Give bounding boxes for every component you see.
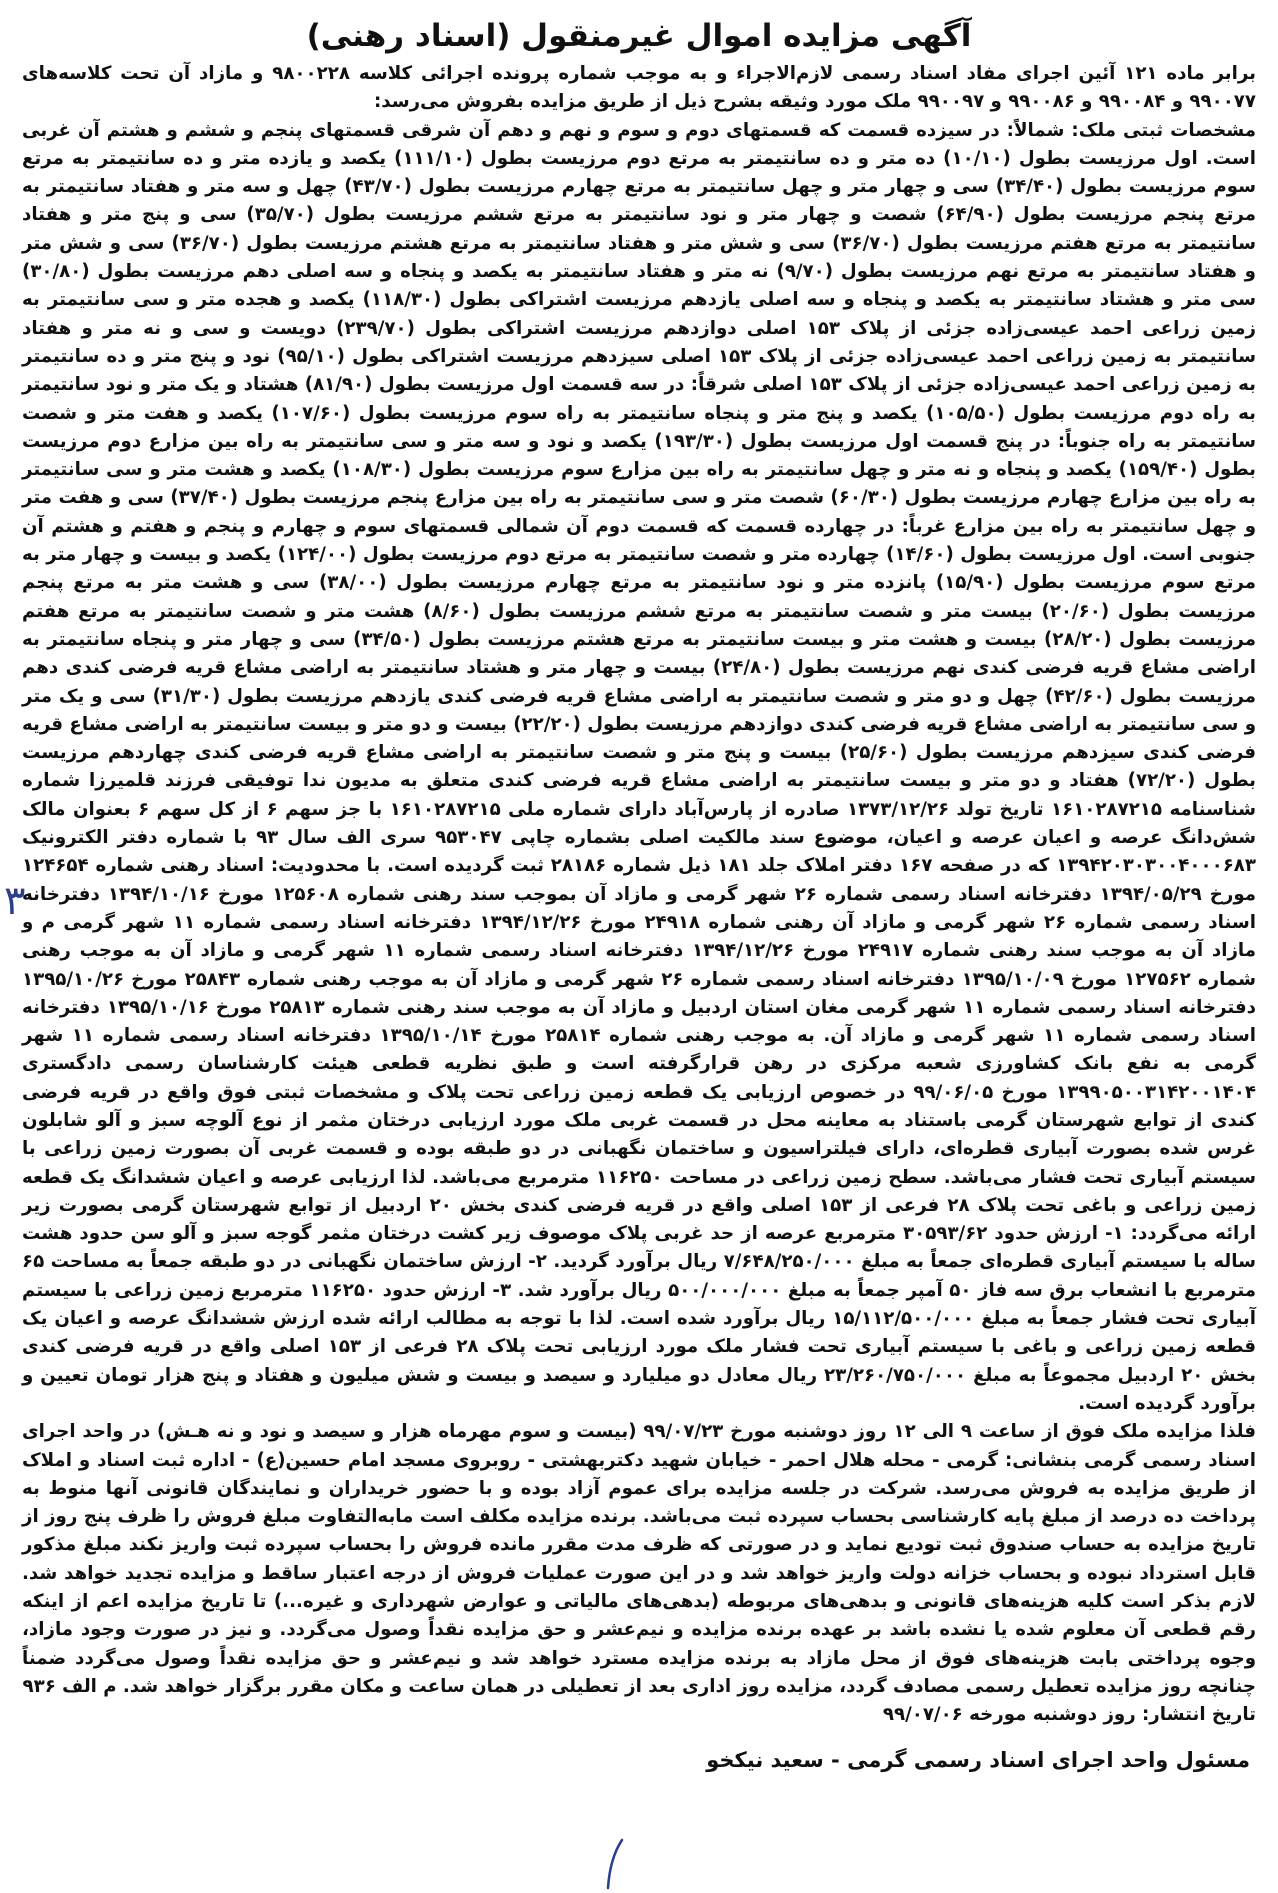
pen-stroke-icon bbox=[600, 1838, 630, 1890]
intro-paragraph: برابر ماده ۱۲۱ آئین اجرای مفاد اسناد رسمی لازم‌الاجراء و به موجب شماره پرونده اجرائی کلاسه ۹۸۰۰۲۲۸ و مازاد آن تحت کلاسه‌های ۹۹۰۰۷۷ و ۹۹۰۰۸۴ و ۹۹۰۰۸۶ و ۹۹۰۰۹۷ ملک مورد وثیقه بشرح ذیل از طریق مزایده بفروش می‌رسد: bbox=[22, 63, 1256, 113]
property-specs-paragraph: مشخصات ثبتی ملک: شمالاً: در سیزده قسمت که قسمتهای دوم و سوم و نهم و دهم آن شرقی قسمتهای پنجم و ششم و هشتم آن غربی است. اول مرزیست بطول (۱۰/۱۰) ده متر و ده سانتیمتر به مرتع دوم مرزیست بطول (۱۱۱/۱۰) یکصد و یازده متر و ده سانتیمتر به مرتع سوم مرزیست بطول (۳۴/۴۰) سی و چهار متر و چهل سانتیمتر به مرتع چهارم مرزیست بطول (۴۳/۷۰) چهل و سه متر و هفتاد سانتیمتر به مرتع پنجم مرزیست بطول (۶۴/۹۰) شصت و چهار متر و نود سانتیمتر به مرتع ششم مرزیست بطول (۳۵/۷۰) سی و پنج متر و هفتاد سانتیمتر به مرتع هفتم مرزیست بطول (۳۶/۷۰) سی و شش متر و هفتاد سانتیمتر به مرتع هشتم مرزیست بطول (۳۶/۷۰) سی و شش متر و هفتاد سانتیمتر به مرتع نهم مرزیست بطول (۹/۷۰) نه متر و هفتاد سانتیمتر به یکصد و پنجاه و سه اصلی دهم مرزیست بطول (۳۰/۸۰) سی متر و هشتاد سانتیمتر به یکصد و پنجاه و سه اصلی یازدهم مرزیست اشتراکی بطول (۱۱۸/۳۰) یکصد و هجده متر و سی سانتیمتر به زمین زراعی احمد عیسی‌زاده جزئی از پلاک ۱۵۳ اصلی دوازدهم مرزیست اشتراکی بطول (۲۳۹/۷۰) دویست و سی و نه متر و هفتاد سانتیمتر به زمین زراعی احمد عیسی‌زاده جزئی از پلاک ۱۵۳ اصلی سیزدهم مرزیست اشتراکی بطول (۹۵/۱۰) نود و پنج متر و ده سانتیمتر به زمین زراعی احمد عیسی‌زاده جزئی از پلاک ۱۵۳ اصلی شرقاً: در سه قسمت اول مرزیست بطول (۸۱/۹۰) هشتاد و یک متر و نود سانتیمتر به راه دوم مرزیست بطول (۱۰۵/۵۰) یکصد و پنج متر و پنجاه سانتیمتر به راه سوم مرزیست بطول (۱۰۷/۶۰) یکصد و هفت متر و شصت سانتیمتر به راه جنوباً: در پنج قسمت اول مرزیست بطول (۱۹۳/۳۰) یکصد و نود و سه متر و سی سانتیمتر به راه بین مزارع دوم مرزیست بطول (۱۵۹/۴۰) یکصد و پنجاه و نه متر و چهل سانتیمتر به راه بین مزارع سوم مرزیست بطول (۱۰۸/۳۰) یکصد و هشت متر و سی سانتیمتر به راه بین مزارع چهارم مرزیست بطول (۶۰/۳۰) شصت متر و سی سانتیمتر به راه بین مزارع پنجم مرزیست بطول (۳۷/۴۰) سی و هفت متر و چهل سانتیمتر به راه بین مزارع غرباً: در چهارده قسمت که قسمت دوم آن شمالی قسمتهای سوم و چهارم و پنجم و هفتم و هشتم آن جنوبی است. اول مرزیست بطول (۱۴/۶۰) چهارده متر و شصت سانتیمتر به مرتع دوم مرزیست بطول (۱۲۴/۰۰) یکصد و بیست و چهار متر به مرتع سوم مرزیست بطول (۱۵/۹۰) پانزده متر و نود سانتیمتر به مرتع چهارم مرزیست بطول (۳۸/۰۰) سی و هشت متر به مرتع پنجم مرزیست بطول (۲۰/۶۰) بیست متر و شصت سانتیمتر به مرتع ششم مرزیست بطول (۸/۶۰) هشت متر و شصت سانتیمتر به مرتع هفتم مرزیست بطول (۲۸/۲۰) بیست و هشت متر و بیست سانتیمتر به مرتع هشتم مرزیست بطول (۳۴/۵۰) سی و چهار متر و پنجاه سانتیمتر به اراضی مشاع قریه فرضی کندی نهم مرزیست بطول (۲۴/۸۰) بیست و چهار متر و هشتاد سانتیمتر به اراضی مشاع قریه فرضی کندی دهم مرزیست بطول (۴۲/۶۰) چهل و دو متر و شصت سانتیمتر به اراضی مشاع قریه فرضی کندی یازدهم مرزیست بطول (۳۱/۳۰) سی و یک متر و سی سانتیمتر به اراضی مشاع قریه فرضی کندی دوازدهم مرزیست بطول (۲۲/۲۰) بیست و دو متر و بیست سانتیمتر به اراضی مشاع قریه فرضی کندی سیزدهم مرزیست بطول (۲۵/۶۰) بیست و پنج متر و شصت سانتیمتر به اراضی مشاع قریه فرضی کندی چهاردهم مرزیست بطول (۷۲/۲۰) هفتاد و دو متر و بیست سانتیمتر به اراضی مشاع قریه فرضی کندی متعلق به مدیون ندا توفیقی فرزند قلمیرزا شماره شناسنامه ۱۶۱۰۲۸۷۲۱۵ تاریخ تولد ۱۳۷۳/۱۲/۲۶ صادره از پارس‌آباد دارای شماره ملی ۱۶۱۰۲۸۷۲۱۵ با جز سهم ۶ از کل سهم ۶ بعنوان مالک شش‌دانگ عرصه و اعیان عرصه و اعیان، موضوع سند مالکیت اصلی بشماره چاپی ۹۵۳۰۴۷ سری الف سال ۹۳ با شماره دفتر الکترونیک ۱۳۹۴۲۰۳۰۳۰۰۴۰۰۰۶۸۳ که در صفحه ۱۶۷ دفتر املاک جلد ۱۸۱ ذیل شماره ۲۸۱۸۶ ثبت گردیده است. با محدودیت: اسناد رهنی شماره ۱۲۴۶۵۴ مورخ ۱۳۹۴/۰۵/۲۹ دفترخانه اسناد رسمی شماره ۲۶ شهر گرمی و مازاد آن بموجب سند رهنی شماره ۱۲۵۶۰۸ مورخ ۱۳۹۴/۱۰/۱۶ دفترخانه اسناد رسمی شماره ۲۶ شهر گرمی و مازاد آن رهنی شماره ۲۴۹۱۸ مورخ ۱۳۹۴/۱۲/۲۶ دفترخانه اسناد رسمی شماره ۱۱ شهر گرمی م و مازاد آن به موجب سند رهنی شماره ۲۴۹۱۷ مورخ ۱۳۹۴/۱۲/۲۶ دفترخانه اسناد رسمی شماره ۱۱ شهر گرمی و مازاد آن به موجب رهنی شماره ۱۲۷۵۶۲ مورخ ۱۳۹۵/۱۰/۰۹ دفترخانه اسناد رسمی شماره ۲۶ شهر گرمی و مازاد آن به موجب رهنی شماره ۲۵۸۴۳ مورخ ۱۳۹۵/۱۰/۲۶ دفترخانه اسناد رسمی شماره ۱۱ شهر گرمی مغان استان اردبیل و مازاد آن به موجب سند رهنی شماره ۲۵۸۱۳ مورخ ۱۳۹۵/۱۰/۱۶ دفترخانه اسناد رسمی شماره ۱۱ شهر گرمی و مازاد آن. به موجب رهنی شماره ۲۵۸۱۴ مورخ ۱۳۹۵/۱۰/۱۴ دفترخانه اسناد رسمی شماره ۱۱ شهر گرمی به نفع بانک کشاورزی شعبه مرکزی در رهن قرارگرفته است و طبق نظریه قطعی هیئت کارشناسان رسمی دادگستری ۱۳۹۹۰۵۰۰۳۱۴۲۰۰۱۴۰۴ مورخ ۹۹/۰۶/۰۵ در خصوص ارزیابی یک قطعه زمین زراعی تحت پلاک و مشخصات ثبتی فوق واقع در قریه فرضی کندی از توابع شهرستان گرمی باستناد به معاینه محل در قسمت غربی ملک مورد ارزیابی درختان مثمر از نوع آلوچه سبز و آلو شابلون غرس شده بصورت آبیاری قطره‌ای، دارای فیلتراسیون و ساختمان نگهبانی در دو طبقه بوده و قسمت غربی آن بصورت زمین زراعی با سیستم آبیاری تحت فشار می‌باشد. سطح زمین زراعی در مساحت ۱۱۶۲۵۰ مترمربع می‌باشد. لذا ارزیابی عرصه و اعیان ششدانگ یک قطعه زمین زراعی و باغی تحت پلاک ۲۸ فرعی از ۱۵۳ اصلی واقع در قریه فرضی کندی بخش ۲۰ اردبیل از توابع شهرستان گرمی بصورت زیر ارائه می‌گردد: ۱- ارزش حدود ۳۰۵۹۳/۶۲ مترمربع عرصه از حد غربی پلاک موصوف زیر کشت درختان مثمر گوجه سبز و آلو سن حدود هشت ساله با سیستم آبیاری قطره‌ای جمعاً به مبلغ ۷/۶۴۸/۲۵۰/۰۰۰ ریال برآورد گردید. ۲- ارزش ساختمان نگهبانی در دو طبقه جمعاً به مساحت ۶۵ مترمربع با انشعاب برق سه فاز ۵۰ آمپر جمعاً به مبلغ ۵۰۰/۰۰۰/۰۰۰ ریال برآورد شد. ۳- ارزش حدود ۱۱۶۲۵۰ مترمربع زمین زراعی با سیستم آبیاری تحت فشار جمعاً به مبلغ ۱۵/۱۱۲/۵۰۰/۰۰۰ ریال برآورد شده است. لذا با توجه به مطالب ارائه شده ارزش ششدانگ عرصه و اعیان یک قطعه زمین زراعی و باغی با سیستم آبیاری تحت فشار ملک مورد ارزیابی تحت پلاک ۲۸ فرعی از ۱۵۳ اصلی واقع در قریه فرضی کندی بخش ۲۰ اردبیل مجموعاً به مبلغ ۲۳/۲۶۰/۷۵۰/۰۰۰ ریال معادل دو میلیارد و سیصد و بیست و شش میلیون و هفتاد و پنج هزار تومان تعیین و برآورد گردیده است. bbox=[22, 119, 1257, 1414]
signature-line: مسئول واحد اجرای اسناد رسمی گرمی - سعید نیکخو bbox=[706, 1747, 1250, 1772]
auction-terms-paragraph: فلذا مزایده ملک فوق از ساعت ۹ الی ۱۲ روز دوشنبه مورخ ۹۹/۰۷/۲۳ (بیست و سوم مهرماه هزار و سیصد و نود و نه هـش) در واحد اجرای اسناد رسمی گرمی بنشانی: گرمی - محله هلال احمر - خیابان شهید دکتربهشتی - روبروی مسجد امام حسین(ع) - اداره ثبت اسناد و املاک از طریق مزایده به فروش می‌رسد. شرکت در جلسه مزایده برای عموم آزاد بوده و با حضور خریداران و نمایندگان قانونی آنها منوط به پرداخت ده درصد از مبلغ پایه کارشناسی بحساب سپرده ثبت می‌باشد. برنده مزایده مکلف است مابه‌التفاوت مبلغ فروش را ظرف پنج روز از تاریخ مزایده به حساب صندوق ثبت تودیع نماید و در صورتی که ظرف مدت مقرر مانده فروش را بحساب سپرده ثبت واریز نکند مبلغ مذکور قابل استرداد نبوده و بحساب خزانه دولت واریز خواهد شد و در این صورت عملیات فروش از درجه اعتبار ساقط و مزایده تجدید خواهد شد. لازم بذکر است کلیه هزینه‌های قانونی و بدهی‌های مربوطه (بدهی‌های مالیاتی و عوارض شهرداری و غیره...) تا تاریخ مزایده اعم از اینکه رقم قطعی آن معلوم شده یا نشده باشد بر عهده برنده مزایده و نیم‌عشر و حق مزایده نقداً وصول می‌گردد. و نیز در صورت وجود مازاد، وجوه پرداختی بابت هزینه‌های فوق از محل مازاد به برنده مزایده مسترد خواهد شد و نیم‌عشر و حق مزایده نقداً وصول می‌گردد ضمناً چنانچه روز مزایده تعطیل رسمی مصادف گردد، مزایده روز اداری بعد از تعطیلی در همان ساعت و مکان مقرر برگزار خواهد شد. م الف ۹۳۶ bbox=[22, 1421, 1256, 1697]
handwritten-margin-mark: ۳ bbox=[4, 878, 26, 924]
notice-title: آگهی مزایده اموال غیرمنقول (اسناد رهنی) bbox=[306, 18, 972, 54]
notice-body bbox=[22, 60, 1256, 1730]
publication-date: تاریخ انتشار: روز دوشنبه مورخه ۹۹/۰۷/۰۶ bbox=[882, 1704, 1256, 1726]
